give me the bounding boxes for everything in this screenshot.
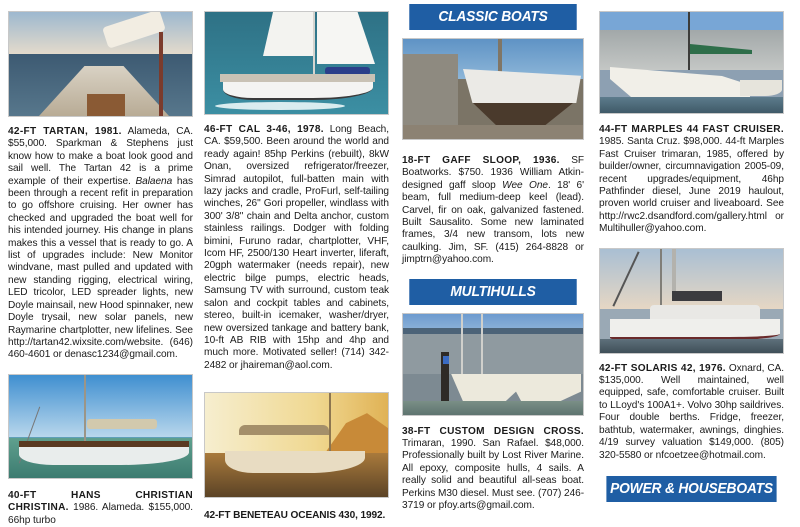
photo-hans-christian bbox=[8, 374, 193, 479]
ad-headline: 42-FT BENETEAU OCEANIS 430, 1992. bbox=[204, 510, 386, 522]
ad-headline: 46-FT CAL 3-46, 1978. bbox=[204, 124, 324, 135]
photo-marples-trimaran bbox=[599, 11, 784, 114]
photo-cal-sailing bbox=[204, 11, 389, 115]
photo-beneteau-sunset bbox=[204, 392, 389, 498]
ad-custom-cross: 38-FT CUSTOM DESIGN CROSS. Trimaran, 1990. San Rafael. $48,000. Professionally built by Lost River Marine. All epoxy, composite hulls, 4 sails. A really solid and beautiful all-seas boat. Perkins M30 diesel. Must see. (707) 246-3719 or pfoy.arts@gmail.com. bbox=[402, 425, 585, 512]
ad-tartan: 42-FT TARTAN, 1981. Alameda, CA. $55,000. Sparkman & Stephens just know how to make a boat look good and sail well. The Tartan 42 is a prime example of their expertise. Balaena has been through a recent refit in preparation to go offshore cruising. Her owner has checked and upgraded the boat well for his intended journey. His change in plans makes this a vessel that is ready to go. A list of upgrades include: New Monitor windvane, mast pulled and updated with new standing rigging, electrical wiring, LED tricolor, LED spreader lights, new Doyle mainsail, new Hood spinnaker, new Doyle trysail, new solar panels, new Raymarine chartplotter, new lifelines. See http://tartan42.wixsite.com/website. (646) 460-4601 or denasc1234@gmail.com. bbox=[8, 126, 193, 361]
boat-name: Wee One bbox=[502, 179, 548, 191]
column-1 bbox=[8, 0, 193, 527]
photo-tartan-deck bbox=[8, 11, 193, 117]
section-banner-classic-boats: CLASSIC BOATS bbox=[409, 4, 576, 30]
column-4 bbox=[599, 0, 784, 502]
column-3 bbox=[402, 0, 584, 513]
column-2 bbox=[204, 0, 389, 523]
ad-cal: 46-FT CAL 3-46, 1978. Long Beach, CA. $59,500. Been around the world and ready again! 85hp Perkins (rebuilt), 8kW Onan, oversized refrigerator/freezer, Simrad autopilot, full-batten main with lazy jacks and cradle, ProFurl, self-tailing winches, 26" Gori propeller, windlass with 300' 3/8" chain and Delta anchor, custom stainless railings. Dodger with folding bimini, Furuno radar, chartplotter, VHF, Icom HF, 2500/130 Heart inverter, liferaft, 20gph watermaker (needs repair), new electric bilge pumps, electric heads, Samsung TV with surround, custom teak salon and cockpit tables and cabinets, stereo, built-in icemaker, washer/dryer, new oversized tankage and battery bank, 10-ft AB RIB with 15hp and 4hp and much more. Motivated seller! (714) 342-2482 or jhaireman@aol.com. bbox=[204, 124, 390, 371]
photo-gaff-sloop-yard bbox=[402, 38, 584, 140]
ad-headline: 40-FT HANS CHRISTIAN CHRISTINA. bbox=[8, 489, 193, 514]
photo-solaris-marina bbox=[599, 248, 784, 354]
ad-solaris: 42-FT SOLARIS 42, 1976. Oxnard, CA. $135,000. Well maintained, well equipped, safe, comfortable cruiser. Built to LLoyd's 100A1+. Volvo 30hp saildrives. Four double berths. Fridge, freezer, bathtub, watermaker, awnings, dinghies. 4/19 survey valuation $149,000. (805) 320-5580 or nfcoetzee@hotmail.com. bbox=[599, 362, 784, 461]
section-banner-multihulls: MULTIHULLS bbox=[409, 279, 576, 305]
ad-beneteau bbox=[204, 510, 389, 522]
ad-headline: 38-FT CUSTOM DESIGN CROSS. bbox=[402, 425, 584, 437]
boat-name: Balaena bbox=[135, 175, 173, 187]
ad-headline: 42-FT TARTAN, 1981. bbox=[8, 126, 122, 137]
ad-hans-christian: 40-FT HANS CHRISTIAN CHRISTINA. 1986. Alameda. $155,000. 66hp turbo bbox=[8, 489, 193, 526]
section-banner-power-houseboats: POWER & HOUSEBOATS bbox=[606, 476, 776, 502]
ad-headline: 44-FT MARPLES 44 FAST CRUISER. bbox=[599, 124, 784, 135]
photo-custom-cross-marina bbox=[402, 313, 584, 416]
ad-headline: 42-FT SOLARIS 42, 1976. bbox=[599, 362, 726, 374]
ad-headline: 18-FT GAFF SLOOP, 1936. bbox=[402, 155, 560, 166]
ad-marples: 44-FT MARPLES 44 FAST CRUISER. 1985. Santa Cruz. $98,000. 44-ft Marples Fast Cruiser trimaran, 1985, offered by builder/owner, circumnavigation 2005-09, recent upgrades/equipment, 46hp Pathfinder diesel, June 2019 haulout, proven world cruiser and liveaboard. See http://rwc2.dsandford.com/gallery.html or Multihuller@yahoo.com. bbox=[599, 124, 784, 235]
ad-gaff-sloop: 18-FT GAFF SLOOP, 1936. SF Boatworks. $750. 1936 William Atkin-designed gaff sloop Wee One. 18' 6' beam, full medium-deep keel (lead). Carvel, fir on oak, galvanized fastened. Built Sausalito. Some new laminated frames, 3/4 new transom, lots new caulking. Jim, SF. (415) 264-8828 or jimptrn@yahoo.com. bbox=[402, 155, 584, 266]
